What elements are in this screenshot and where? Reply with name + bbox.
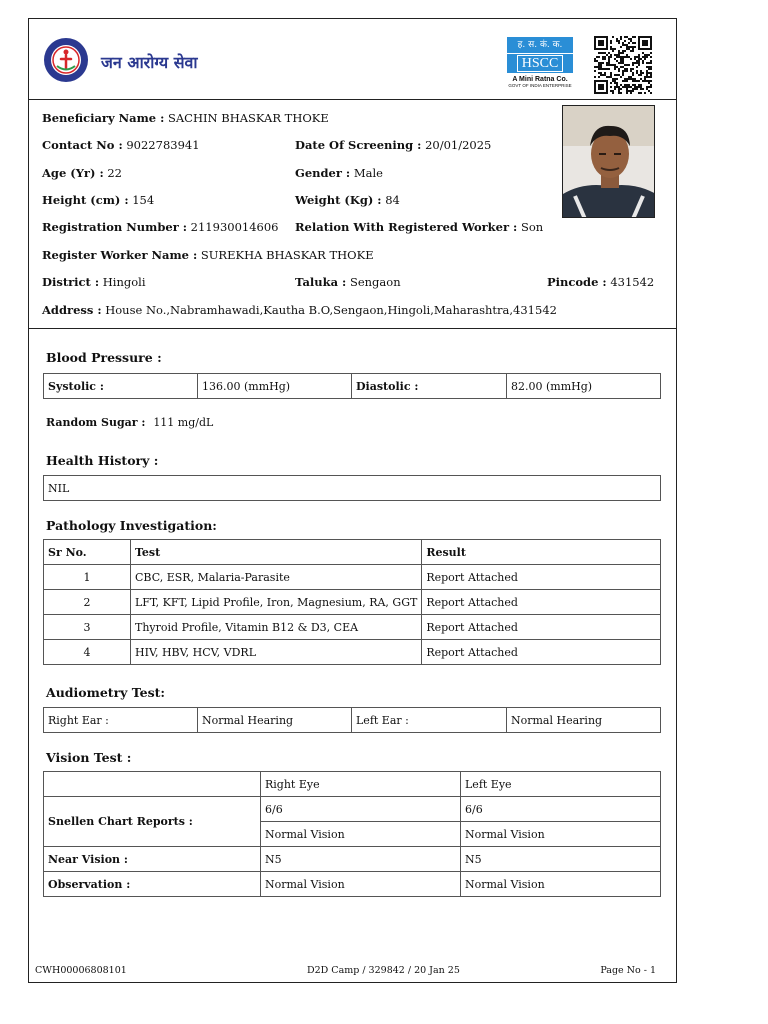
left-ear-value: Normal Hearing (507, 708, 661, 733)
table-row (44, 640, 661, 665)
worker-name-value: SUREKHA BHASKAR THOKE (200, 248, 374, 262)
footer-camp: D2D Camp / 329842 / 20 Jan 25 (307, 965, 460, 976)
gender-label: Gender : (295, 166, 351, 180)
footer-id: CWH00006808101 (35, 965, 127, 976)
footer-page-number: Page No - 1 (600, 965, 656, 976)
random-sugar-value: 111 mg/dL (153, 416, 214, 429)
cell-test: LFT, KFT, Lipid Profile, Iron, Magnesium, RA, GGT (131, 590, 422, 615)
jan-arogya-seva-logo (43, 37, 89, 83)
pincode-label: Pincode : (547, 275, 607, 289)
snellen-right-note: Normal Vision (261, 822, 461, 847)
col-header-result: Result (422, 540, 661, 565)
cell-test: CBC, ESR, Malaria-Parasite (131, 565, 422, 590)
table-row (44, 590, 661, 615)
relation-row (295, 220, 543, 234)
near-vision-left: N5 (461, 847, 661, 872)
registration-value: 211930014606 (190, 220, 279, 234)
health-history-table (43, 475, 661, 501)
audiometry-title: Audiometry Test: (46, 685, 166, 700)
col-header-right-eye: Right Eye (261, 772, 461, 797)
diastolic-value: 82.00 (mmHg) (507, 374, 661, 399)
report-page (28, 18, 677, 983)
table-row (44, 565, 661, 590)
gender-row (295, 166, 383, 180)
cell-result: Report Attached (422, 590, 661, 615)
cell-test: Thyroid Profile, Vitamin B12 & D3, CEA (131, 615, 422, 640)
screening-date-row (295, 138, 491, 152)
vision-title: Vision Test : (46, 750, 132, 765)
right-ear-label: Right Ear : (44, 708, 198, 733)
brand-title: जन आरोग्य सेवा (101, 53, 198, 72)
qr-code-icon (594, 36, 652, 94)
relation-label: Relation With Registered Worker : (295, 220, 518, 234)
col-header-sr: Sr No. (44, 540, 131, 565)
observation-right: Normal Vision (261, 872, 461, 897)
table-row (44, 872, 661, 897)
taluka-value: Sengaon (349, 275, 401, 289)
hscc-logo (507, 37, 573, 93)
observation-left: Normal Vision (461, 872, 661, 897)
address-value: House No.,Nabramhawadi,Kautha B.O,Sengaon,Hingoli,Maharashtra,431542 (105, 303, 557, 317)
snellen-left-note: Normal Vision (461, 822, 661, 847)
random-sugar-label: Random Sugar : (46, 416, 146, 429)
vision-table (43, 771, 661, 897)
relation-value: Son (520, 220, 544, 234)
height-value: 154 (132, 193, 155, 207)
beneficiary-name-label: Beneficiary Name : (42, 111, 165, 125)
beneficiary-info (29, 100, 676, 329)
address-label: Address : (42, 303, 102, 317)
health-history-value: NIL (44, 476, 661, 501)
beneficiary-name-value: SACHIN BHASKAR THOKE (168, 111, 329, 125)
col-header-left-eye: Left Eye (461, 772, 661, 797)
table-row (44, 797, 661, 822)
screening-date-value: 20/01/2025 (425, 138, 492, 152)
worker-name-row (42, 248, 374, 262)
report-header (29, 19, 676, 100)
cell-result: Report Attached (422, 640, 661, 665)
near-vision-label: Near Vision : (44, 847, 261, 872)
pincode-row (547, 275, 654, 289)
diastolic-label: Diastolic : (352, 374, 507, 399)
registration-row (42, 220, 278, 234)
pathology-title: Pathology Investigation: (46, 518, 217, 533)
contact-label: Contact No : (42, 138, 123, 152)
bp-table (43, 373, 661, 399)
snellen-left: 6/6 (461, 797, 661, 822)
beneficiary-photo (562, 105, 655, 218)
systolic-value: 136.00 (mmHg) (198, 374, 352, 399)
table-row (44, 847, 661, 872)
hscc-hindi: ह. स. कं. क. (507, 37, 573, 53)
weight-row (295, 193, 400, 207)
district-value: Hingoli (102, 275, 146, 289)
cell-sr: 2 (44, 590, 131, 615)
height-row (42, 193, 154, 207)
beneficiary-name-row (42, 111, 329, 125)
screening-date-label: Date Of Screening : (295, 138, 422, 152)
cell-result: Report Attached (422, 615, 661, 640)
vision-blank-cell (44, 772, 261, 797)
age-row (42, 166, 122, 180)
hscc-tagline: A Mini Ratna Co. (512, 76, 568, 83)
taluka-row (295, 275, 401, 289)
table-row (44, 708, 661, 733)
district-row (42, 275, 146, 289)
observation-label: Observation : (44, 872, 261, 897)
height-label: Height (cm) : (42, 193, 129, 207)
taluka-label: Taluka : (295, 275, 347, 289)
near-vision-right: N5 (261, 847, 461, 872)
age-value: 22 (107, 166, 122, 180)
weight-value: 84 (385, 193, 400, 207)
cell-sr: 1 (44, 565, 131, 590)
district-label: District : (42, 275, 100, 289)
pincode-value: 431542 (610, 275, 655, 289)
contact-value: 9022783941 (126, 138, 200, 152)
table-row (44, 615, 661, 640)
registration-label: Registration Number : (42, 220, 188, 234)
snellen-label: Snellen Chart Reports : (44, 797, 261, 847)
cell-sr: 3 (44, 615, 131, 640)
table-row (44, 374, 661, 399)
gender-value: Male (353, 166, 383, 180)
left-ear-label: Left Ear : (352, 708, 507, 733)
health-history-title: Health History : (46, 453, 159, 468)
hscc-subtitle: GOVT OF INDIA ENTERPRISE (508, 83, 572, 88)
random-sugar-row (46, 416, 213, 429)
cell-sr: 4 (44, 640, 131, 665)
cell-test: HIV, HBV, HCV, VDRL (131, 640, 422, 665)
age-label: Age (Yr) : (42, 166, 104, 180)
snellen-right: 6/6 (261, 797, 461, 822)
pathology-table (43, 539, 661, 665)
systolic-label: Systolic : (44, 374, 198, 399)
hscc-name: HSCC (517, 55, 564, 72)
table-row (44, 476, 661, 501)
table-header-row (44, 772, 661, 797)
contact-row (42, 138, 200, 152)
weight-label: Weight (Kg) : (295, 193, 382, 207)
address-row (42, 303, 557, 317)
bp-title: Blood Pressure : (46, 350, 162, 365)
right-ear-value: Normal Hearing (198, 708, 352, 733)
audiometry-table (43, 707, 661, 733)
worker-name-label: Register Worker Name : (42, 248, 198, 262)
cell-result: Report Attached (422, 565, 661, 590)
table-header-row (44, 540, 661, 565)
col-header-test: Test (131, 540, 422, 565)
